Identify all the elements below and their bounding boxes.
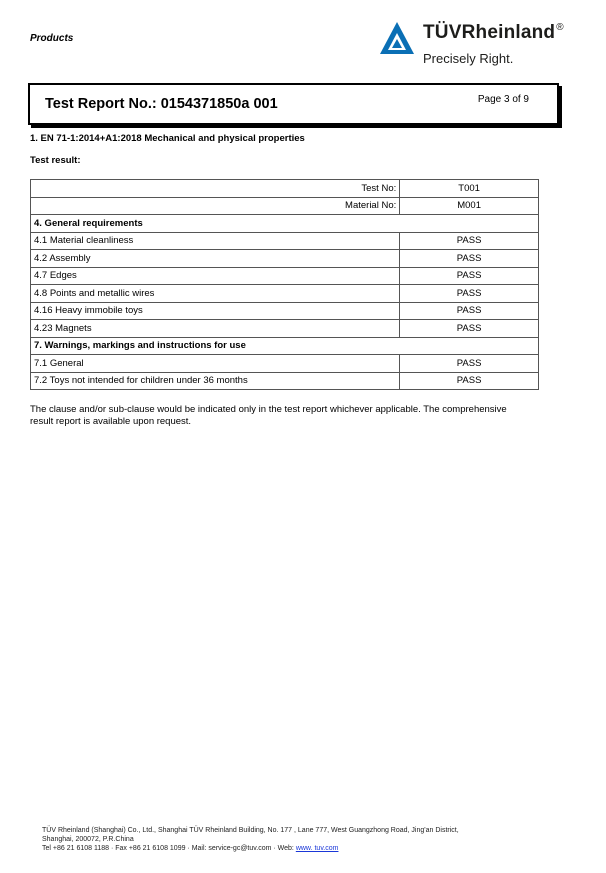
- clause-result: PASS: [400, 320, 539, 338]
- clause-item: 4.1 Material cleanliness: [31, 232, 400, 250]
- clause-item: 4.8 Points and metallic wires: [31, 285, 400, 303]
- page-footer: [42, 826, 572, 853]
- website-link[interactable]: www. tuv.com: [295, 845, 339, 852]
- test-result-label: Test result:: [30, 155, 81, 166]
- tuv-rheinland-logo: [378, 20, 578, 68]
- table-row: [31, 267, 539, 285]
- table-row: [31, 320, 539, 338]
- table-group-row: [31, 215, 539, 233]
- triangle-logo-icon: [378, 20, 416, 56]
- group-title: 4. General requirements: [31, 215, 539, 233]
- table-row: [31, 197, 539, 215]
- table-row: [31, 355, 539, 373]
- header-section-label: Products: [30, 33, 74, 44]
- brand-name: TÜVRheinland®: [423, 22, 564, 43]
- material-no-label: Material No:: [31, 197, 400, 215]
- clause-item: 7.2 Toys not intended for children under 36 months: [31, 372, 400, 390]
- table-row: [31, 285, 539, 303]
- page-number: Page 3 of 9: [477, 94, 529, 105]
- table-group-row: [31, 337, 539, 355]
- brand-tagline: Precisely Right.: [423, 51, 514, 66]
- clause-item: 4.16 Heavy immobile toys: [31, 302, 400, 320]
- clause-result: PASS: [400, 267, 539, 285]
- clause-result: PASS: [400, 372, 539, 390]
- footer-contact-line: [42, 844, 572, 853]
- test-no-label: Test No:: [31, 180, 400, 198]
- test-no-value: T001: [400, 180, 539, 198]
- group-title: 7. Warnings, markings and instructions for use: [31, 337, 539, 355]
- clause-item: 7.1 General: [31, 355, 400, 373]
- table-row: [31, 180, 539, 198]
- material-no-value: M001: [400, 197, 539, 215]
- clause-item: 4.2 Assembly: [31, 250, 400, 268]
- report-header-box: [28, 83, 559, 125]
- footer-contact-text: Tel +86 21 6108 1188 · Fax +86 21 6108 1099 · Mail: service-gc@tuv.com · Web:: [42, 845, 296, 852]
- report-title: Test Report No.: 0154371850a 001: [45, 96, 278, 112]
- clause-result: PASS: [400, 355, 539, 373]
- footer-city-line: Shanghai, 200072, P.R.China: [42, 836, 134, 843]
- results-table: [30, 179, 539, 390]
- clause-result: PASS: [400, 285, 539, 303]
- clause-result: PASS: [400, 250, 539, 268]
- report-note: The clause and/or sub-clause would be indicated only in the test report whichever applicable. The comprehensive result report is available upon request.: [30, 404, 507, 427]
- section-title: 1. EN 71-1:2014+A1:2018 Mechanical and physical properties: [30, 133, 305, 144]
- clause-item: 4.7 Edges: [31, 267, 400, 285]
- table-row: [31, 372, 539, 390]
- table-row: [31, 302, 539, 320]
- table-row: [31, 232, 539, 250]
- clause-result: PASS: [400, 302, 539, 320]
- clause-item: 4.23 Magnets: [31, 320, 400, 338]
- table-row: [31, 250, 539, 268]
- clause-result: PASS: [400, 232, 539, 250]
- footer-address-line: TÜV Rheinland (Shanghai) Co., Ltd., Shanghai TÜV Rheinland Building, No. 177 , Lane 777, West Guangzhong Road, Jing'an District,: [42, 827, 459, 834]
